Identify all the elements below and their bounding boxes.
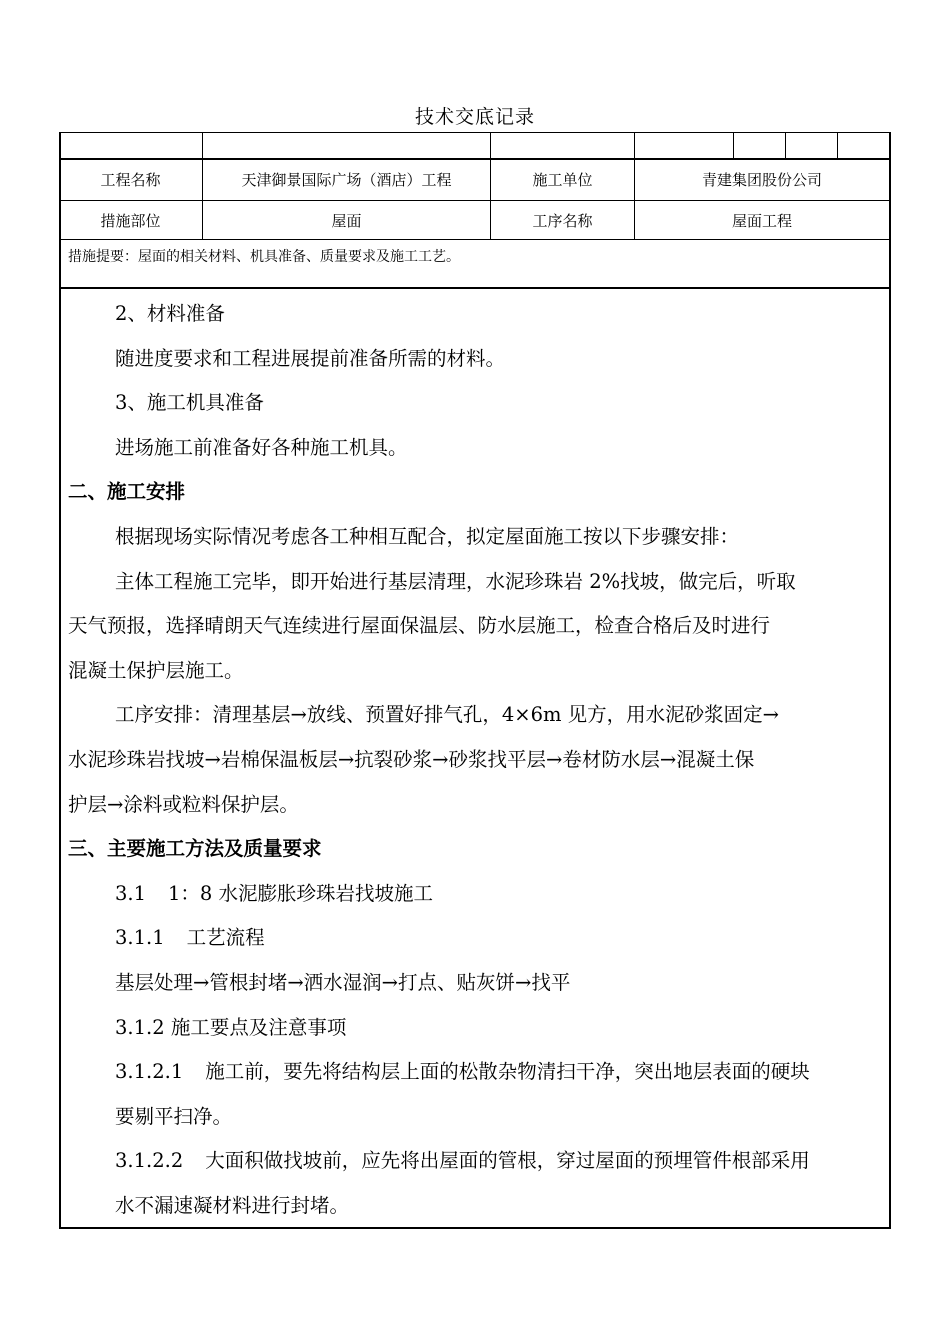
- contractor-value: 青建集团股份公司: [701, 171, 822, 189]
- paragraph: 进场施工前准备好各种施工机具。: [115, 435, 408, 459]
- table-rule: [837, 132, 838, 159]
- subsection-number: 3.1.1: [115, 926, 165, 950]
- table-border-top: [59, 132, 891, 133]
- item-text: 施工前，要先将结构层上面的松散杂物清扫干净，突出地层表面的硬块: [205, 1060, 810, 1084]
- table-rule: [59, 287, 891, 289]
- subsection-heading: [68, 916, 884, 961]
- subsection-heading: 3.1.2 施工要点及注意事项: [115, 1015, 347, 1039]
- paragraph-line: 护层→涂料或粒料保护层。: [68, 792, 299, 816]
- paragraph-line: [68, 1050, 884, 1095]
- paragraph-line: 混凝土保护层施工。: [68, 658, 244, 682]
- table-rule: [785, 132, 786, 159]
- item-number: 3.1.2.2: [115, 1149, 184, 1173]
- location-value: 屋面: [331, 211, 362, 230]
- document-title: 技术交底记录: [414, 106, 535, 128]
- subsection-text: 1：8 水泥膨胀珍珠岩找坡施工: [168, 881, 434, 905]
- process-flow: 基层处理→管根封堵→洒水湿润→打点、贴灰饼→找平: [115, 970, 571, 994]
- paragraph-line: [68, 1139, 884, 1184]
- measure-summary: 措施提要：屋面的相关材料、机具准备、质量要求及施工工艺。: [68, 249, 460, 265]
- table-rule: [59, 239, 891, 240]
- paragraph-line: 天气预报，选择晴朗天气连续进行屋面保温层、防水层施工，检查合格后及时进行: [68, 614, 771, 638]
- content-body: [68, 292, 884, 1228]
- table-border-right: [889, 132, 891, 1228]
- section-heading: 2、材料准备: [115, 302, 225, 325]
- subsection-heading: [68, 872, 884, 917]
- paragraph-line: 水泥珍珠岩找坡→岩棉保温板层→抗裂砂浆→砂浆找平层→卷材防水层→混凝土保: [68, 747, 755, 771]
- location-label: 措施部位: [100, 211, 161, 230]
- section-heading: 3、施工机具准备: [115, 391, 264, 415]
- section-heading: 二、施工安排: [68, 480, 186, 504]
- project-name-value: 天津御景国际广场（酒店）工程: [241, 171, 452, 189]
- contractor-label: 施工单位: [532, 171, 593, 189]
- paragraph: 根据现场实际情况考虑各工种相互配合，拟定屋面施工按以下步骤安排：: [115, 524, 740, 548]
- process-label: 工序名称: [532, 211, 593, 230]
- table-rule: [733, 132, 734, 159]
- table-border-left: [59, 132, 61, 1228]
- paragraph-line: 工序安排：清理基层→放线、预置好排气孔，4×6m 见方，用水泥砂浆固定→: [115, 703, 780, 727]
- item-number: 3.1.2.1: [115, 1060, 184, 1084]
- paragraph-line: 主体工程施工完毕，即开始进行基层清理，水泥珍珠岩 2%找坡，做完后，听取: [115, 569, 796, 593]
- subsection-number: 3.1: [115, 881, 147, 905]
- subsection-text: 工艺流程: [186, 926, 265, 950]
- item-text: 大面积做找坡前，应先将出屋面的管根，穿过屋面的预埋管件根部采用: [205, 1149, 810, 1173]
- paragraph: 随进度要求和工程进展提前准备所需的材料。: [115, 346, 506, 370]
- paragraph-line: 水不漏速凝材料进行封堵。: [115, 1193, 350, 1217]
- paragraph-line: 要剔平扫净。: [115, 1104, 233, 1128]
- section-heading: 三、主要施工方法及质量要求: [68, 837, 322, 861]
- project-name-label: 工程名称: [100, 171, 161, 189]
- process-value: 屋面工程: [731, 211, 792, 230]
